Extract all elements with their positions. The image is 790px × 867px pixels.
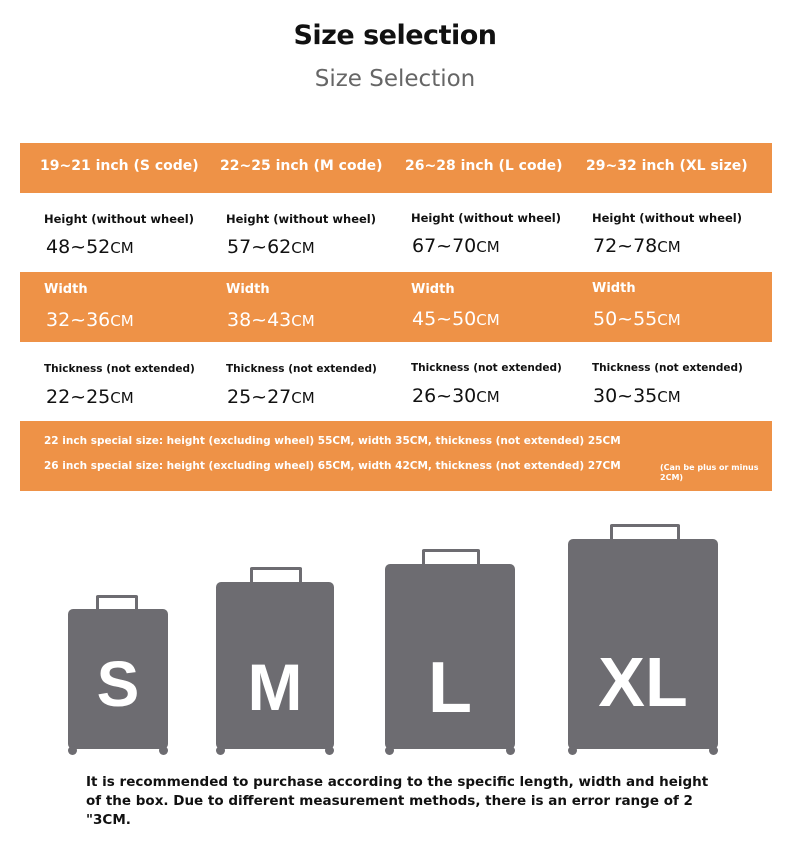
special-size-note-22: 22 inch special size: height (excluding wheel) 55CM, width 35CM, thickness (not extended) 25CM [44, 435, 621, 447]
thickness-label-l: Thickness (not extended) [411, 362, 562, 374]
width-value-m: 38~43CM [227, 309, 315, 331]
header-m: 22~25 inch (M code) [220, 158, 383, 174]
suitcase-s-illustration [68, 595, 168, 755]
measurement-recommendation: It is recommended to purchase according to the specific length, width and height of the box. Due to different measurement methods, there is an error range of 2 "3CM. [86, 774, 709, 828]
thickness-label-s: Thickness (not extended) [44, 363, 195, 375]
height-value-xl: 72~78CM [593, 235, 681, 257]
wheel-icon [568, 746, 577, 755]
height-label-l: Height (without wheel) [411, 211, 561, 225]
width-value-xl: 50~55CM [593, 308, 681, 330]
height-label-m: Height (without wheel) [226, 212, 376, 226]
thickness-label-xl: Thickness (not extended) [592, 362, 743, 374]
header-xl: 29~32 inch (XL size) [586, 158, 748, 174]
height-value-s: 48~52CM [46, 236, 134, 258]
width-label-l: Width [411, 282, 455, 297]
width-value-s: 32~36CM [46, 309, 134, 331]
header-s: 19~21 inch (S code) [40, 158, 199, 174]
wheel-icon [68, 746, 77, 755]
thickness-value-l: 26~30CM [412, 385, 500, 407]
height-value-l: 67~70CM [412, 235, 500, 257]
height-label-xl: Height (without wheel) [592, 211, 742, 225]
suitcase-l-illustration [385, 549, 515, 755]
thickness-label-m: Thickness (not extended) [226, 363, 377, 375]
width-label-xl: Width [592, 281, 636, 296]
page-subtitle: Size Selection [314, 66, 476, 92]
size-letter-l: L [428, 648, 472, 728]
thickness-value-s: 22~25CM [46, 386, 134, 408]
tolerance-note: (Can be plus or minus 2CM) [660, 463, 759, 482]
thickness-value-m: 25~27CM [227, 386, 315, 408]
size-letter-s: S [96, 648, 140, 720]
wheel-icon [325, 746, 334, 755]
width-label-s: Width [44, 282, 88, 297]
wheel-icon [159, 746, 168, 755]
thickness-value-xl: 30~35CM [593, 385, 681, 407]
wheel-icon [709, 746, 718, 755]
special-size-note-26: 26 inch special size: height (excluding wheel) 65CM, width 42CM, thickness (not extended) 27CM [44, 460, 621, 472]
size-letter-xl: XL [598, 643, 688, 721]
size-letter-m: M [247, 650, 303, 724]
header-l: 26~28 inch (L code) [405, 158, 563, 174]
width-value-l: 45~50CM [412, 308, 500, 330]
height-label-s: Height (without wheel) [44, 212, 194, 226]
width-band [20, 272, 772, 342]
suitcase-xl-illustration [568, 524, 718, 755]
page-title: Size selection [293, 20, 497, 51]
wheel-icon [385, 746, 394, 755]
wheel-icon [506, 746, 515, 755]
height-value-m: 57~62CM [227, 236, 315, 258]
wheel-icon [216, 746, 225, 755]
width-label-m: Width [226, 282, 270, 297]
suitcase-m-illustration [216, 567, 334, 755]
